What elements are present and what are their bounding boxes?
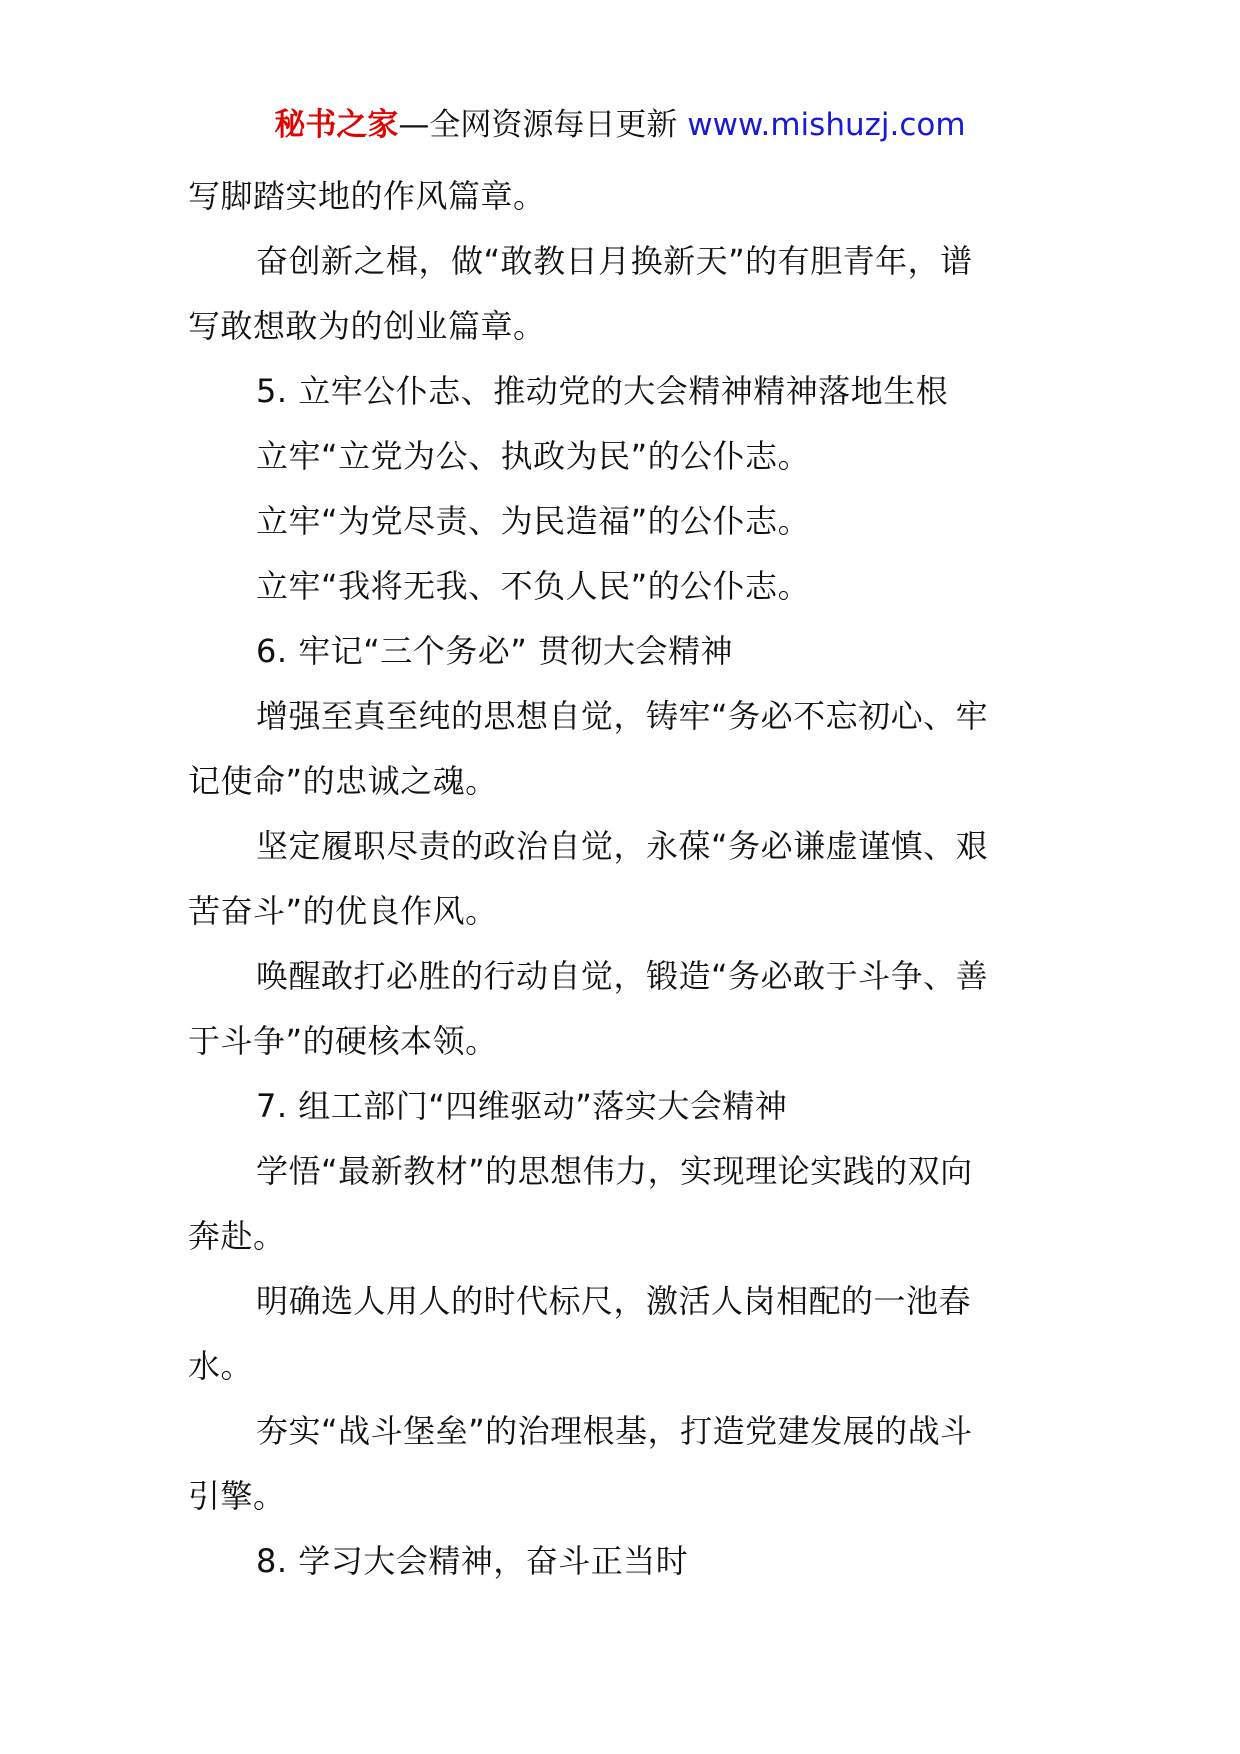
header-brand: 秘书之家 <box>274 107 399 143</box>
section-heading: 5. 立牢公仆志、推动党的大会精神精神落地生根 <box>256 372 949 410</box>
paragraph-line: 立牢“立党为公、执政为民”的公仆志。 <box>256 437 811 475</box>
paragraph-line: 唤醒敢打必胜的行动自觉，锻造“务必敢于斗争、善 <box>256 957 989 995</box>
paragraph-line: 于斗争”的硬核本领。 <box>188 1022 498 1060</box>
paragraph-line: 明确选人用人的时代标尺，激活人岗相配的一池春 <box>256 1282 972 1320</box>
page-header <box>0 100 1240 150</box>
section-heading: 8. 学习大会精神，奋斗正当时 <box>256 1542 689 1580</box>
paragraph-line: 记使命”的忠诚之魂。 <box>188 762 498 800</box>
paragraph-line: 苦奋斗”的优良作风。 <box>188 892 498 930</box>
header-tagline: —全网资源每日更新 <box>398 107 688 143</box>
paragraph-line: 立牢“为党尽责、为民造福”的公仆志。 <box>256 502 811 540</box>
paragraph-line: 夯实“战斗堡垒”的治理根基，打造党建发展的战斗 <box>256 1412 973 1450</box>
paragraph-line: 写敢想敢为的创业篇章。 <box>188 307 546 345</box>
paragraph-line: 写脚踏实地的作风篇章。 <box>188 177 546 215</box>
paragraph-line: 学悟“最新教材”的思想伟力，实现理论实践的双向 <box>256 1152 973 1190</box>
paragraph-line: 立牢“我将无我、不负人民”的公仆志。 <box>256 567 811 605</box>
paragraph-line: 奋创新之楫，做“敢教日月换新天”的有胆青年，谱 <box>256 242 973 280</box>
header-url-link[interactable]: www.mishuzj.com <box>687 107 966 143</box>
paragraph-line: 水。 <box>188 1347 254 1385</box>
paragraph-line: 引擎。 <box>188 1477 286 1515</box>
paragraph-line: 增强至真至纯的思想自觉，铸牢“务必不忘初心、牢 <box>256 697 989 735</box>
paragraph-line: 奔赴。 <box>188 1217 286 1255</box>
document-body <box>188 164 1054 1594</box>
section-heading: 6. 牢记“三个务必” 贯彻大会精神 <box>256 632 734 670</box>
section-heading: 7. 组工部门“四维驱动”落实大会精神 <box>256 1087 788 1125</box>
paragraph-line: 坚定履职尽责的政治自觉，永葆“务必谦虚谨慎、艰 <box>256 827 989 865</box>
